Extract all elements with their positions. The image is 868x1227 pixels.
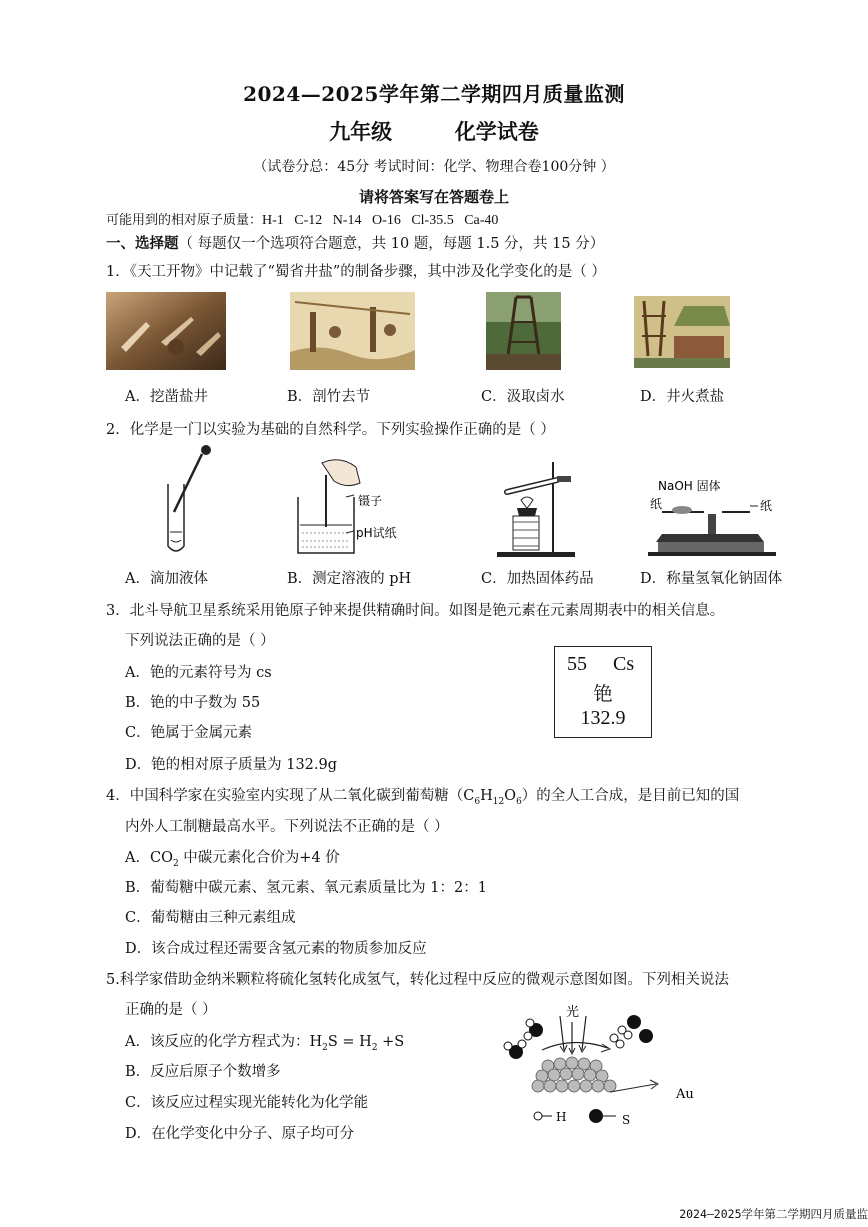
q5-option-a-pre: A．该反应的化学方程式为：H [125,1034,323,1050]
atomic-masses-values: H-1 C-12 N-14 O-16 Cl-35.5 Ca-40 [262,213,499,228]
q2-stem: 2．化学是一门以实验为基础的自然科学。下列实验操作正确的是（ ） [106,422,555,438]
q2-image-dropper [158,444,218,556]
paper-right-label: 纸 [760,499,773,513]
answer-notice: 请将答案写在答题卷上 [358,188,509,206]
q4-option-c[interactable]: C．葡萄糖由三种元素组成 [125,910,296,926]
q1-image-c [486,292,561,370]
ph-paper-label: pH试纸 [356,526,397,540]
formula-sub: 2 [371,1042,378,1053]
element-number-symbol [567,653,634,676]
q1-image-b [290,292,415,370]
q4-stem-line2: 内外人工制糖最高水平。下列说法不正确的是（ ） [125,819,449,835]
au-label: Au [676,1087,694,1102]
formula-sub: 6 [474,796,481,807]
q4-option-a-pre: A．CO [125,850,173,866]
element-mass: 132.9 [580,707,626,729]
q1-image-a [106,292,226,370]
q4-stem-post: ）的全人工合成，是目前已知的国 [521,788,740,804]
section-heading [106,232,604,253]
q3-option-c[interactable]: C．铯属于金属元素 [125,725,253,741]
q5-option-d[interactable]: D．在化学变化中分子、原子均可分 [125,1126,355,1142]
q3-stem-line2: 下列说法正确的是（ ） [125,633,275,649]
section-desc: （ 每题仅一个选项符合题意，共 10 题，每题 1.5 分，共 15 分） [178,236,605,252]
q5-option-a-mid: S = H [327,1034,372,1050]
element-cell-cs [554,646,652,738]
q2-image-ph-test [290,455,410,557]
naoh-label: NaOH 固体 [658,479,721,493]
q4-stem-pre: 4．中国科学家在实验室内实现了从二氧化碳到葡萄糖（C [106,788,475,804]
element-number: 55 [567,653,587,675]
exam-title: 2024—2025学年第二学期四月质量监测 [243,82,625,106]
legend-s: S [622,1113,631,1127]
q5-option-a[interactable] [125,1030,404,1053]
q2-option-c[interactable]: C．加热固体药品 [481,571,594,587]
q1-option-c[interactable]: C．汲取卤水 [481,389,565,405]
q4-option-a-post: 中碳元素化合价为+4 价 [178,850,340,866]
formula-sub: 6 [516,796,522,807]
q2-option-a[interactable]: A．滴加液体 [125,571,208,587]
grade-label: 九年级 [329,119,393,144]
q5-stem-line2: 正确的是（ ） [125,1002,217,1018]
q5-option-a-post: +S [377,1034,405,1050]
q4-option-d[interactable]: D．该合成过程还需要含氢元素的物质参加反应 [125,941,427,957]
legend-h: H [556,1110,567,1124]
atomic-masses [106,209,498,229]
q3-option-a[interactable]: A．铯的元素符号为 cs [125,665,272,681]
q2-image-balance [648,478,796,558]
formula-o: O [504,788,517,804]
formula-sub: 2 [322,1042,328,1053]
atomic-masses-label: 可能用到的相对原子质量： [106,213,263,228]
q4-option-a[interactable] [125,846,340,869]
q2-option-d[interactable]: D．称量氢氧化钠固体 [640,571,783,587]
formula-sub: 12 [492,796,505,807]
formula-h: H [480,788,493,804]
q3-option-d[interactable]: D．铯的相对原子质量为 132.9g [125,757,338,773]
q1-stem: 1．《天工开物》中记载了“蜀省井盐”的制备步骤，其中涉及化学变化的是（ ） [106,264,606,280]
q5-reaction-diagram [498,1000,718,1132]
q1-image-d [634,296,730,368]
q4-stem-line1 [106,784,739,807]
q2-option-b[interactable]: B．测定溶液的 pH [287,571,412,587]
exam-info: （试卷分总：45分 考试时间：化学、物理合卷100分钟 ） [253,159,615,175]
section-title: 一、选择题 [106,235,179,252]
exam-subtitle [0,116,868,146]
light-label: 光 [566,1005,580,1020]
element-symbol: Cs [613,653,635,675]
q1-option-a[interactable]: A．挖凿盐井 [125,389,208,405]
q5-stem-line1: 5.科学家借助金纳米颗粒将硫化氢转化成氢气，转化过程中反应的微观示意图如图。下列相关说法 [106,972,729,988]
tweezers-label: 镊子 [358,494,383,508]
q3-option-b[interactable]: B．铯的中子数为 55 [125,695,261,711]
q5-option-b[interactable]: B．反应后原子个数增多 [125,1064,281,1080]
q3-stem-line1: 3．北斗导航卫星系统采用铯原子钟来提供精确时间。如图是铯元素在元素周期表中的相关信息。 [106,603,725,619]
q1-option-d[interactable]: D．井火煮盐 [640,389,725,405]
paper-left-label: 纸 [650,497,663,511]
formula-sub: 2 [172,858,179,869]
subject-label: 化学试卷 [454,119,539,144]
page-footer: 2024—2025学年第二学期四月质量监 [679,1207,868,1221]
q5-option-c[interactable]: C．该反应过程实现光能转化为化学能 [125,1095,369,1111]
element-name: 铯 [593,684,613,705]
q1-option-b[interactable]: B．剖竹去节 [287,389,371,405]
q2-image-heating [495,458,577,558]
q4-option-b[interactable]: B．葡萄糖中碳元素、氢元素、氧元素质量比为 1：2：1 [125,880,487,896]
